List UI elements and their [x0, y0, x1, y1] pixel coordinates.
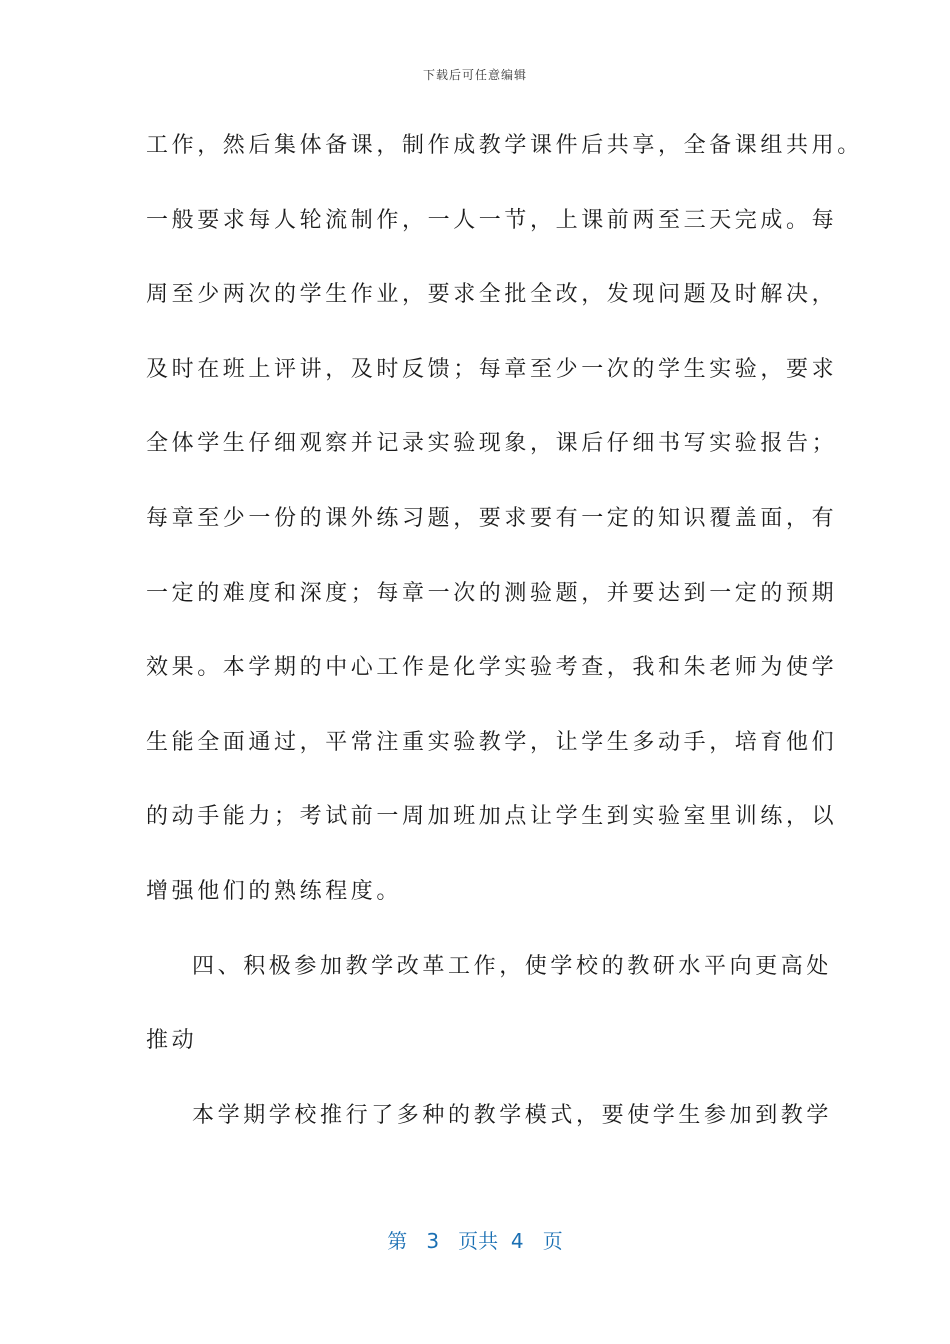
text-line: 生能全面通过，平常注重实验教学，让学生多动手，培育他们 [146, 729, 838, 755]
paragraph-start: 本学期学校推行了多种的教学模式，要使学生参加到教学 [192, 1102, 833, 1128]
text-line: 每章至少一份的课外练习题，要求要有一定的知识覆盖面，有 [146, 505, 838, 531]
text-line: 一般要求每人轮流制作，一人一节，上课前两至三天完成。每 [146, 207, 838, 233]
footer-label-suffix: 页 [542, 1229, 563, 1253]
text-line: 效果。本学期的中心工作是化学实验考查，我和朱老师为使学 [146, 655, 838, 681]
text-line: 周至少两次的学生作业，要求全批全改，发现问题及时解决， [146, 282, 838, 308]
text-line: 及时在班上评讲，及时反馈；每章至少一次的学生实验，要求 [146, 356, 838, 382]
text-line: 一定的难度和深度；每章一次的测验题，并要达到一定的预期 [146, 580, 838, 606]
section-heading-continuation: 推动 [146, 1028, 198, 1054]
document-body [146, 118, 863, 1162]
text-line: 工作，然后集体备课，制作成教学课件后共享，全备课组共用。 [146, 133, 863, 158]
page-header: 下载后可任意编辑 [422, 68, 527, 82]
footer-label-total: 页共 [458, 1229, 499, 1253]
section-heading: 四、积极参加教学改革工作，使学校的教研水平向更高处 [192, 953, 833, 979]
footer-current-page: 3 [426, 1229, 440, 1253]
footer-total-pages: 4 [510, 1229, 524, 1253]
footer-label-page: 第 [387, 1229, 408, 1253]
page-footer [0, 1225, 950, 1254]
text-line: 全体学生仔细观察并记录实验现象，课后仔细书写实验报告； [146, 431, 838, 457]
text-line: 增强他们的熟练程度。 [146, 878, 403, 904]
text-line: 的动手能力；考试前一周加班加点让学生到实验室里训练，以 [146, 804, 838, 830]
